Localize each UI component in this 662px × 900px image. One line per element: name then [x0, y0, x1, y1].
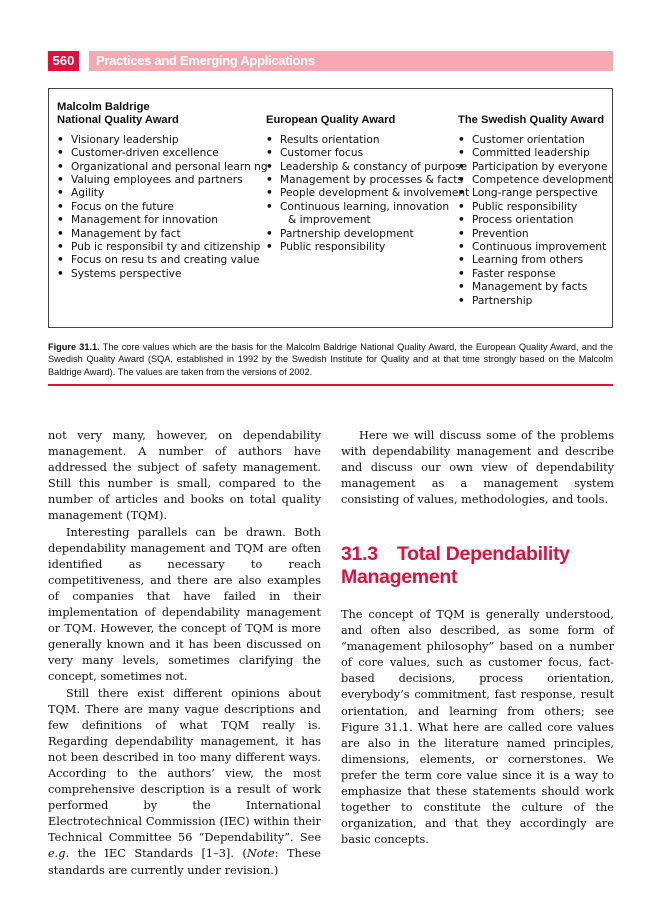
paragraph-text: the IEC Standards [1–3]. ( — [69, 847, 247, 861]
page-number: 560 — [48, 51, 79, 71]
core-value-list — [57, 134, 268, 281]
body-column-right — [341, 428, 614, 508]
list-item: • Focus on resu ts and creating value — [57, 254, 268, 267]
list-item: • Committed leadership — [458, 147, 612, 160]
list-item: • Visionary leadership — [57, 134, 268, 147]
figure-caption-label: Figure 31.1. — [48, 342, 100, 352]
section-heading — [341, 543, 614, 589]
core-value-list — [458, 134, 612, 308]
core-value-list — [266, 134, 469, 255]
list-item: • Partnership development — [266, 228, 469, 241]
caption-divider — [48, 384, 613, 386]
list-item-continuation: & improvement — [288, 214, 371, 227]
paragraph: Here we will discuss some of the problems with dependability management and describe and discuss our own view of dependability management as a management system consisting of values, methodologies, and tools. — [341, 429, 614, 507]
list-item: • Public responsibility — [266, 241, 469, 254]
running-header — [0, 50, 662, 72]
paragraph — [48, 686, 321, 879]
list-item: • Valuing employees and partners — [57, 174, 268, 187]
body-column-right-lower — [341, 607, 614, 848]
section-number: 31.3 — [341, 543, 378, 565]
paragraph: not very many, however, on dependability management. A number of authors have addressed the subject of safety management. Still this number is small, compared to the number of articles and books on total quality management (TQM). — [48, 429, 321, 523]
list-item: • Management by fact — [57, 228, 268, 241]
figure-caption — [48, 341, 613, 378]
list-item: • Partnership — [458, 295, 612, 308]
column-title: European Quality Award — [266, 114, 396, 127]
list-item: • Participation by everyone — [458, 161, 612, 174]
list-item: • Public responsibility — [458, 201, 612, 214]
paragraph: The concept of TQM is generally understood, and often also described, as some form of “management philosophy” based on a number of core values, such as customer focus, fact-based decisions, process orientation, everybody’s commitment, fast response, result orientation, and learning from others; see Figure 31.1. What here are called core values are also in the literature named principles, dimensions, elements, or cornerstones. We prefer the term core value since it is a way to emphasize that these statements should work together to constitute the culture of the organization, and that they accordingly are basic concepts. — [341, 608, 614, 847]
paragraph-text: Still there exist different opinions about TQM. There are many vague descriptions and few definitions of what TQM really is. Regarding dependability management, it has not been described in too many different ways. According to the authors’ view, the most comprehensive description is a result of work performed by the International Electrotechnical Commission (IEC) within their Technical Committee 56 “Dependability”. See — [48, 686, 321, 845]
figure-column-european — [266, 101, 469, 254]
emphasis: Note — [246, 847, 275, 861]
list-item: • Continuous improvement — [458, 241, 612, 254]
list-item: • Management for innovation — [57, 214, 268, 227]
list-item: • People development & involvement — [266, 187, 469, 200]
column-title: The Swedish Quality Award — [458, 114, 605, 127]
column-title: Malcolm Baldrige National Quality Award — [57, 101, 179, 127]
list-item: • Long-range perspective — [458, 187, 612, 200]
list-item: • Continuous learning, innovation — [266, 201, 469, 214]
figure-column-baldrige — [57, 101, 268, 281]
section-title: Total Dependability Management — [341, 543, 570, 588]
list-item: • Management by facts — [458, 281, 612, 294]
list-item: • Pub ic responsibil ty and citizenship — [57, 241, 268, 254]
list-item: • Agility — [57, 187, 268, 200]
emphasis: e.g. — [48, 847, 70, 861]
list-item: • Prevention — [458, 228, 612, 241]
list-item: • Management by processes & facts — [266, 174, 469, 187]
list-item: • Customer-driven excellence — [57, 147, 268, 160]
running-section-title: Practices and Emerging Applications — [96, 53, 315, 68]
list-item: • Customer orientation — [458, 134, 612, 147]
list-item: • Customer focus — [266, 147, 469, 160]
list-item: • Faster response — [458, 268, 612, 281]
list-item: • Process orientation — [458, 214, 612, 227]
figure-caption-text: The core values which are the basis for the Malcolm Baldrige National Quality Award, the European Quality Award, and the Swedish Quality Award (SQA, established in 1992 by the Swedish Institute for Quality and at that time strongly based on the Malcolm Baldrige Award). The values are taken from the versions of 2002. — [48, 342, 614, 377]
list-item: • Results orientation — [266, 134, 469, 147]
paragraph: Interesting parallels can be drawn. Both dependability management and TQM are often identified as necessary to reach competitiveness, and there are also examples of companies that have failed in their implementation of dependability management or TQM. However, the concept of TQM is more generally known and it has been discussed on very many levels, sometimes clarifying the concept, sometimes not. — [48, 525, 321, 684]
body-column-left — [48, 428, 321, 879]
list-item: • Focus on the future — [57, 201, 268, 214]
paragraph-text: : These standards are currently under revision.) — [48, 847, 321, 877]
list-item: • Competence development — [458, 174, 612, 187]
list-item: • Systems perspective — [57, 268, 268, 281]
list-item: • Learning from others — [458, 254, 612, 267]
list-item: • Leadership & constancy of purpose — [266, 161, 469, 174]
list-item: • Organizational and personal learn ng — [57, 161, 268, 174]
figure-column-swedish — [458, 101, 612, 308]
header-separator — [79, 51, 89, 71]
